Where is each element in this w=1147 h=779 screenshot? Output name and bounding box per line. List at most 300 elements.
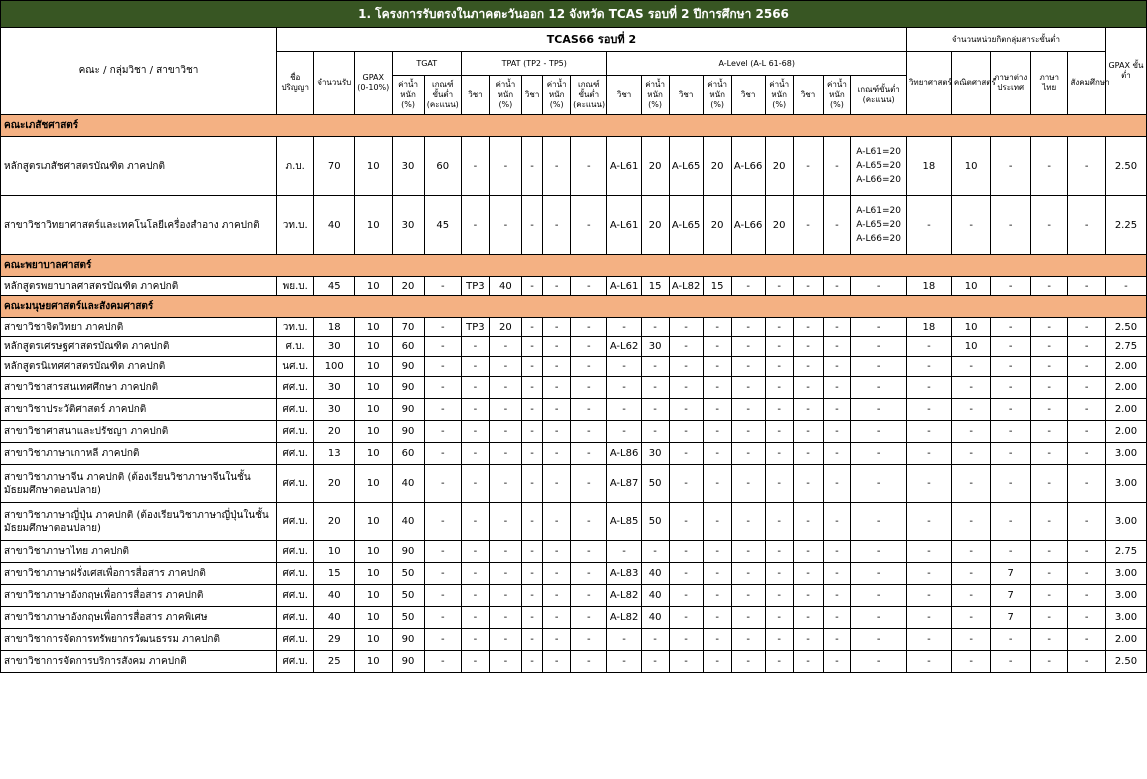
table-cell: 3.00 [1105,563,1146,585]
table-cell: - [543,377,571,399]
table-cell: - [571,421,607,443]
table-cell: - [1105,277,1146,296]
table-cell: - [669,318,703,337]
table-cell: - [703,541,731,563]
table-cell: ศศ.บ. [276,629,313,651]
table-cell: - [793,196,823,255]
table-cell: 40 [314,607,355,629]
table-cell: - [1031,503,1068,541]
table-cell: - [489,585,521,607]
table-cell: - [731,337,765,357]
alevel-weight-header: ค่าน้ำหนัก (%) [641,76,669,115]
alevel-subject-header: วิชา [793,76,823,115]
table-cell: - [424,377,461,399]
table-cell: - [669,629,703,651]
table-row [1,399,1147,421]
faculty-name: คณะมนุษยศาสตร์และสังคมศาสตร์ [1,296,1147,318]
table-cell: - [424,563,461,585]
table-cell: - [906,563,951,585]
table-cell: - [607,377,641,399]
table-row [1,651,1147,673]
table-cell: 20 [765,137,793,196]
alevel-subject-header: วิชา [731,76,765,115]
table-cell: - [906,196,951,255]
table-cell: - [489,377,521,399]
table-cell: - [951,443,991,465]
program-name: สาขาวิชาภาษาญี่ปุ่น ภาคปกติ (ต้องเรียนวิชาภาษาญี่ปุ่นในชั้นมัธยมศึกษาตอนปลาย) [1,503,277,541]
tpat-weight-header: ค่าน้ำหนัก (%) [543,76,571,115]
table-cell: - [543,318,571,337]
table-cell: A-L61 [607,137,641,196]
table-cell: - [793,337,823,357]
table-cell: - [571,465,607,503]
table-cell: TP3 [462,277,490,296]
table-cell: 2.50 [1105,318,1146,337]
program-name: สาขาวิชาภาษาฝรั่งเศสเพื่อการสื่อสาร ภาคปกติ [1,563,277,585]
table-cell: - [765,541,793,563]
table-cell: - [951,585,991,607]
table-cell: - [424,357,461,377]
table-cell: - [793,357,823,377]
table-cell: 10 [355,137,392,196]
table-cell: - [607,629,641,651]
table-cell: - [462,399,490,421]
table-row [1,337,1147,357]
table-cell: - [669,651,703,673]
alevel-weight-header: ค่าน้ำหนัก (%) [765,76,793,115]
table-cell: - [703,563,731,585]
table-cell: - [571,196,607,255]
table-cell: - [424,318,461,337]
table-cell: 10 [355,318,392,337]
table-cell: - [1068,541,1105,563]
table-cell: - [424,421,461,443]
table-row [1,318,1147,337]
table-cell: - [607,421,641,443]
table-cell: ศ.บ. [276,337,313,357]
table-cell: - [489,137,521,196]
table-cell: A-L87 [607,465,641,503]
table-cell: 10 [355,399,392,421]
program-name: สาขาวิชาภาษาไทย ภาคปกติ [1,541,277,563]
table-cell: - [793,318,823,337]
table-cell: - [823,503,851,541]
table-cell: - [1068,318,1105,337]
table-cell: - [851,377,907,399]
table-row [1,377,1147,399]
table-cell: - [543,585,571,607]
table-cell: 18 [906,318,951,337]
table-cell: - [823,337,851,357]
table-cell: - [951,421,991,443]
table-cell: - [991,137,1031,196]
table-cell: - [1068,465,1105,503]
table-cell: - [731,357,765,377]
table-cell: - [543,651,571,673]
table-cell: 3.00 [1105,503,1146,541]
table-cell: 45 [424,196,461,255]
table-cell: - [607,399,641,421]
table-cell: - [793,421,823,443]
faculty-row [1,296,1147,318]
table-cell: A-L86 [607,443,641,465]
alevel-criteria-header: เกณฑ์ขั้นต่ำ (คะแนน) [851,76,907,115]
table-cell: 30 [392,196,424,255]
table-cell: - [765,503,793,541]
table-cell: 90 [392,377,424,399]
table-cell: - [991,443,1031,465]
table-cell: - [571,399,607,421]
table-cell: A-L61=20 A-L65=20 A-L66=20 [851,196,907,255]
table-row [1,503,1147,541]
table-cell: - [765,277,793,296]
table-cell: - [731,443,765,465]
table-cell: 90 [392,357,424,377]
table-cell: - [607,357,641,377]
table-cell: 45 [314,277,355,296]
table-cell: - [851,585,907,607]
alevel-weight-header: ค่าน้ำหนัก (%) [703,76,731,115]
gpax-weight-header: GPAX (0-10%) [355,52,392,115]
table-cell: 10 [951,337,991,357]
table-cell: - [462,421,490,443]
table-cell: - [462,337,490,357]
table-cell: - [951,377,991,399]
table-cell: วท.บ. [276,196,313,255]
table-cell: 10 [355,629,392,651]
table-cell: 10 [951,277,991,296]
table-cell: 100 [314,357,355,377]
table-cell: 18 [906,137,951,196]
table-cell: 15 [314,563,355,585]
table-cell: - [543,563,571,585]
table-cell: - [991,377,1031,399]
table-cell: - [906,503,951,541]
table-cell: - [765,399,793,421]
table-cell: - [1068,277,1105,296]
table-cell: - [703,465,731,503]
program-column-header: คณะ / กลุ่มวิชา / สาขาวิชา [1,28,277,115]
table-cell: - [1031,318,1068,337]
table-cell: - [823,357,851,377]
table-cell: - [1031,137,1068,196]
table-cell: - [851,399,907,421]
program-name: หลักสูตรพยาบาลศาสตรบัณฑิต ภาคปกติ [1,277,277,296]
table-cell: - [951,563,991,585]
table-cell: 10 [355,503,392,541]
table-cell: - [991,399,1031,421]
table-cell: - [521,465,542,503]
table-cell: - [669,503,703,541]
table-cell: - [731,277,765,296]
table-cell: 13 [314,443,355,465]
table-cell: - [521,541,542,563]
tgat-weight-header: ค่าน้ำหนัก (%) [392,76,424,115]
table-cell: - [489,563,521,585]
table-cell: 10 [355,421,392,443]
table-cell: - [765,563,793,585]
table-cell: - [1068,629,1105,651]
table-cell: - [1031,277,1068,296]
table-cell: - [424,541,461,563]
table-cell: 10 [355,607,392,629]
table-cell: - [1031,443,1068,465]
table-cell: - [793,585,823,607]
table-cell: - [793,563,823,585]
unit-social-header: สังคมศึกษา [1068,52,1105,115]
table-cell: - [1031,651,1068,673]
table-cell: 60 [392,443,424,465]
table-cell: - [489,651,521,673]
table-cell: - [543,443,571,465]
table-cell: - [462,503,490,541]
table-cell: - [823,585,851,607]
table-cell: 18 [906,277,951,296]
table-cell: 70 [392,318,424,337]
table-cell: - [823,465,851,503]
table-cell: 20 [314,503,355,541]
table-cell: - [823,399,851,421]
table-cell: - [765,421,793,443]
table-cell: - [793,399,823,421]
table-cell: - [991,629,1031,651]
table-cell: 3.00 [1105,585,1146,607]
faculty-row [1,115,1147,137]
table-cell: - [521,563,542,585]
table-cell: - [1031,465,1068,503]
table-row [1,443,1147,465]
program-name: สาขาวิชาวิทยาศาสตร์และเทคโนโลยีเครื่องสำอาง ภาคปกติ [1,196,277,255]
table-cell: - [543,503,571,541]
table-cell: - [731,541,765,563]
table-cell: 10 [951,318,991,337]
table-cell: - [703,607,731,629]
table-cell: - [906,607,951,629]
table-title: 1. โครงการรับตรงในภาคตะวันออก 12 จังหวัด TCAS รอบที่ 2 ปีการศึกษา 2566 [1,1,1147,28]
table-cell: - [669,541,703,563]
table-cell: 30 [314,399,355,421]
table-cell: - [765,337,793,357]
table-cell: 30 [314,377,355,399]
table-cell: - [462,465,490,503]
table-cell: - [851,277,907,296]
table-cell: ภ.บ. [276,137,313,196]
table-cell: 20 [392,277,424,296]
table-cell: - [703,421,731,443]
table-cell: - [851,443,907,465]
table-cell: - [703,337,731,357]
table-cell: - [1068,196,1105,255]
table-cell: 20 [641,196,669,255]
tpat-header: TPAT (TP2 - TP5) [462,52,607,76]
program-name: สาขาวิชาจิตวิทยา ภาคปกติ [1,318,277,337]
table-cell: - [489,607,521,629]
table-cell: - [489,337,521,357]
table-cell: - [669,421,703,443]
table-cell: - [641,399,669,421]
program-name: สาขาวิชาภาษาอังกฤษเพื่อการสื่อสาร ภาคพิเศษ [1,607,277,629]
table-cell: - [1068,137,1105,196]
table-cell: 40 [641,585,669,607]
table-cell: A-L66 [731,137,765,196]
table-cell: - [543,421,571,443]
table-cell: - [731,377,765,399]
table-cell: - [991,277,1031,296]
table-cell: - [521,607,542,629]
header-row-1 [1,28,1147,52]
table-cell: - [731,421,765,443]
table-cell: - [1068,607,1105,629]
table-cell: - [951,651,991,673]
table-cell: 15 [703,277,731,296]
table-cell: ศศ.บ. [276,377,313,399]
table-cell: - [571,541,607,563]
table-cell: 20 [641,137,669,196]
table-cell: - [991,357,1031,377]
table-cell: - [823,421,851,443]
table-cell: - [906,465,951,503]
table-cell: - [543,277,571,296]
table-cell: 50 [641,465,669,503]
table-cell: - [703,357,731,377]
table-cell: - [571,337,607,357]
table-cell: ศศ.บ. [276,651,313,673]
table-cell: - [521,585,542,607]
table-row [1,629,1147,651]
table-cell: ศศ.บ. [276,503,313,541]
table-cell: - [906,651,951,673]
table-cell: - [571,607,607,629]
table-cell: 20 [765,196,793,255]
table-cell: - [489,465,521,503]
table-cell: - [543,607,571,629]
table-cell: 90 [392,541,424,563]
table-cell: - [765,443,793,465]
table-cell: - [731,585,765,607]
table-cell: - [521,421,542,443]
table-cell: - [906,399,951,421]
table-cell: - [489,196,521,255]
program-name: หลักสูตรเภสัชศาสตรบัณฑิต ภาคปกติ [1,137,277,196]
table-cell: - [851,563,907,585]
table-cell: 50 [392,607,424,629]
table-cell: 50 [392,563,424,585]
table-cell: 2.50 [1105,651,1146,673]
table-cell: - [521,503,542,541]
table-cell: - [731,607,765,629]
table-cell: - [641,541,669,563]
table-cell: - [703,443,731,465]
table-cell: - [1031,607,1068,629]
table-cell: - [731,503,765,541]
table-cell: - [571,318,607,337]
alevel-subject-header: วิชา [607,76,641,115]
table-cell: - [489,399,521,421]
table-cell: - [765,377,793,399]
table-cell: - [669,465,703,503]
table-cell: - [793,651,823,673]
table-cell: - [571,137,607,196]
unit-math-header: คณิตศาสตร์ [951,52,991,115]
table-cell: - [906,443,951,465]
table-cell: 2.75 [1105,541,1146,563]
table-cell: 90 [392,421,424,443]
alevel-subject-header: วิชา [669,76,703,115]
table-cell: 40 [392,503,424,541]
table-cell: 50 [641,503,669,541]
table-cell: - [731,399,765,421]
tgat-header: TGAT [392,52,462,76]
table-cell: ศศ.บ. [276,563,313,585]
table-cell: 50 [392,585,424,607]
table-cell: - [641,421,669,443]
table-cell: - [1068,357,1105,377]
table-cell: 10 [355,465,392,503]
table-cell: 20 [314,465,355,503]
table-cell: - [669,399,703,421]
program-name: สาขาวิชาศาสนาและปรัชญา ภาคปกติ [1,421,277,443]
table-cell: - [951,465,991,503]
table-cell: TP3 [462,318,490,337]
table-cell: 2.50 [1105,137,1146,196]
table-cell: A-L61 [607,277,641,296]
table-row [1,607,1147,629]
table-cell: 20 [703,137,731,196]
program-name: สาขาวิชาภาษาจีน ภาคปกติ (ต้องเรียนวิชาภาษาจีนในชั้นมัธยมศึกษาตอนปลาย) [1,465,277,503]
table-cell: - [731,318,765,337]
table-cell: - [823,541,851,563]
table-cell: - [851,465,907,503]
table-cell: - [641,651,669,673]
table-cell: - [489,443,521,465]
table-cell: - [951,357,991,377]
table-cell: - [424,337,461,357]
table-cell: - [851,607,907,629]
table-cell: - [424,503,461,541]
table-cell: - [731,651,765,673]
table-cell: - [543,357,571,377]
table-cell: - [571,503,607,541]
table-cell: - [489,357,521,377]
table-cell: 30 [314,337,355,357]
table-cell: - [607,651,641,673]
table-cell: - [641,629,669,651]
table-cell: 40 [314,196,355,255]
table-cell: - [823,651,851,673]
tpat-criteria-header: เกณฑ์ขั้นต่ำ (คะแนน) [571,76,607,115]
table-cell: 70 [314,137,355,196]
table-cell: - [462,541,490,563]
table-cell: - [851,357,907,377]
table-cell: - [489,503,521,541]
table-cell: - [703,503,731,541]
table-cell: - [1031,585,1068,607]
degree-header: ชื่อปริญญา [276,52,313,115]
table-cell: - [424,465,461,503]
table-cell: - [489,629,521,651]
table-row [1,357,1147,377]
table-cell: - [521,443,542,465]
table-cell: - [543,137,571,196]
seats-header: จำนวนรับ [314,52,355,115]
table-cell: - [462,196,490,255]
table-cell: - [823,196,851,255]
table-cell: 25 [314,651,355,673]
table-cell: - [424,629,461,651]
table-cell: - [1031,337,1068,357]
table-cell: 90 [392,651,424,673]
table-cell: - [489,421,521,443]
